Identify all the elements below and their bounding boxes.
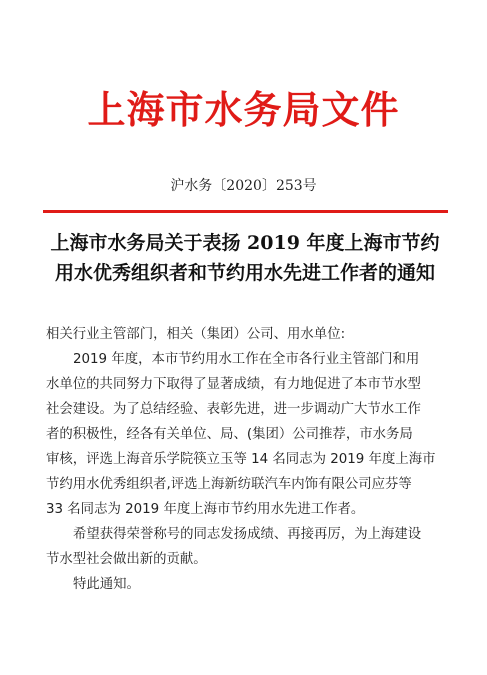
salutation: 相关行业主管部门，相关（集团）公司、用水单位: (46, 327, 346, 342)
paragraph-line: 33 名同志为 2019 年度上海市节约用水先进工作者。 (46, 502, 365, 517)
notice-body (46, 322, 448, 597)
paragraph-line: 审核，评选上海音乐学院筷立玉等 14 名同志为 2019 年度上海市 (46, 452, 436, 467)
document-masthead: 上海市水务局文件 (87, 87, 400, 132)
notice-title (40, 228, 450, 288)
paragraph-line: 社会建设。为了总结经验、表彰先进，进一步调动广大节水工作 (46, 402, 421, 417)
paragraph-line: 节水型社会做出新的贡献。 (46, 552, 207, 567)
paragraph-line: 水单位的共同努力下取得了显著成绩，有力地促进了本市节水型 (46, 377, 421, 392)
paragraph-line: 节约用水优秀组织者,评选上海新纺联汽车内饰有限公司应芬等 (46, 477, 412, 492)
red-divider-rule (43, 210, 448, 213)
document-number: 沪水务〔2020〕253号 (170, 178, 317, 194)
closing-line: 特此通知。 (73, 577, 140, 592)
notice-title-line: 上海市水务局关于表扬 2019 年度上海市节约 (50, 232, 440, 254)
notice-title-line: 用水优秀组织者和节约用水先进工作者的通知 (54, 262, 435, 284)
paragraph-line: 2019 年度，本市节约用水工作在全市各行业主管部门和用 (73, 352, 420, 367)
paragraph-line: 者的积极性，经各有关单位、局、(集团）公司推荐，市水务局 (46, 427, 413, 442)
paragraph-line: 希望获得荣誉称号的同志发扬成绩、再接再厉，为上海建设 (73, 527, 422, 542)
